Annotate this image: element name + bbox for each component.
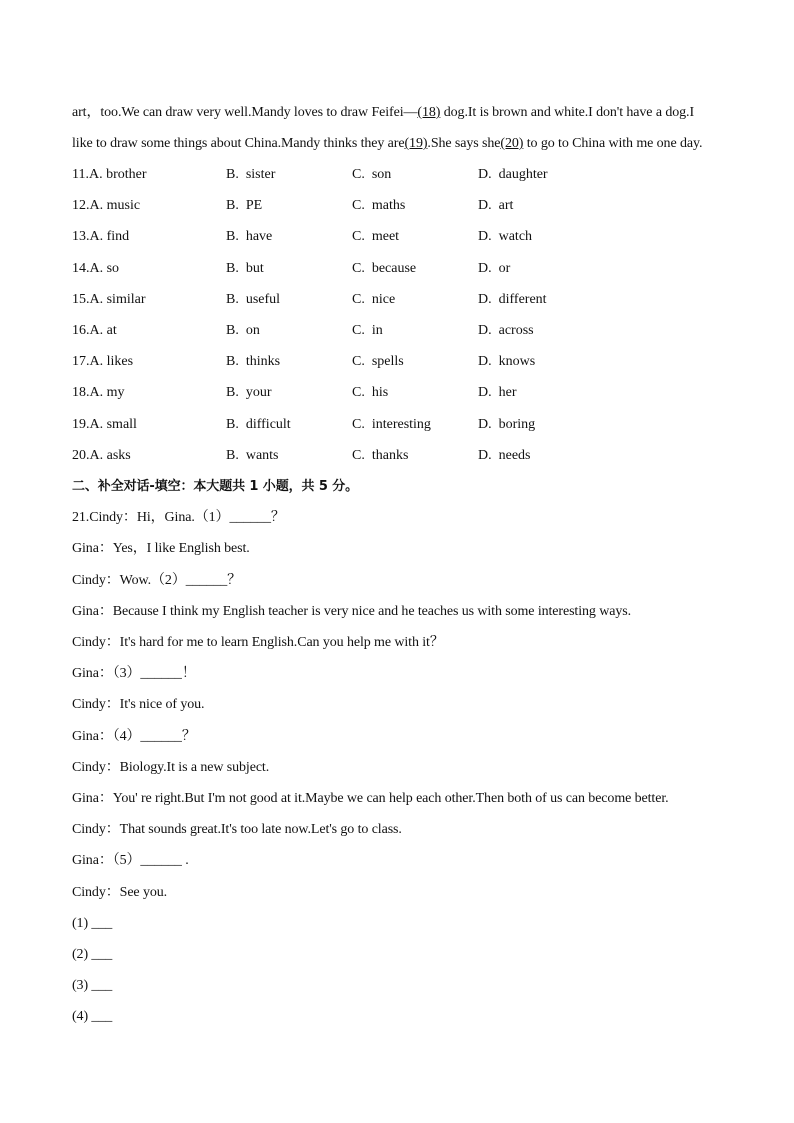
option-d: D. across <box>478 323 534 338</box>
option-b: B. but <box>226 261 264 276</box>
option-c: C. meet <box>352 229 400 244</box>
passage-text: art，too.We can draw very well.Mandy loves to draw Feifei— <box>72 105 418 120</box>
question-11 <box>72 166 732 184</box>
dialogue-line: Cindy：It's hard for me to learn English.Can you help me with it？ <box>72 635 444 650</box>
question-14 <box>72 260 732 278</box>
dialogue-line: Cindy：Biology.It is a new subject. <box>72 760 270 775</box>
option-d: D. or <box>478 261 511 276</box>
question-13 <box>72 228 732 246</box>
question-18 <box>72 384 732 402</box>
option-d: D. watch <box>478 229 533 244</box>
option-c: C. because <box>352 261 417 276</box>
passage-text: dog.It is brown and white.I don't have a dog.I <box>440 105 695 120</box>
option-a: 13.A. find <box>72 229 130 244</box>
option-d: D. her <box>478 385 517 400</box>
answer-line-1: (1) ___ <box>72 916 113 931</box>
option-c: C. son <box>352 167 392 182</box>
option-b: B. wants <box>226 448 279 463</box>
option-d: D. needs <box>478 448 531 463</box>
dialogue-line: 21.Cindy：Hi，Gina.（1）______？ <box>72 510 285 525</box>
dialogue-line: Gina：（5）______ . <box>72 853 189 868</box>
question-17 <box>72 353 732 371</box>
option-d: D. boring <box>478 417 536 432</box>
dialogue-line: Gina：You' re right.But I'm not good at it.Maybe we can help each other.Then both of us can become better. <box>72 791 669 806</box>
section-heading: 二、补全对话-填空：本大题共 1 小题，共 5 分。 <box>72 479 358 494</box>
option-a: 15.A. similar <box>72 292 146 307</box>
option-b: B. sister <box>226 167 276 182</box>
option-b: B. PE <box>226 198 263 213</box>
option-c: C. his <box>352 385 389 400</box>
option-d: D. art <box>478 198 514 213</box>
passage-line-1 <box>72 104 694 122</box>
question-19 <box>72 416 732 434</box>
answer-line-4: (4) ___ <box>72 1009 113 1024</box>
option-a: 19.A. small <box>72 417 137 432</box>
blank-18: (18) <box>417 105 441 120</box>
option-b: B. difficult <box>226 417 291 432</box>
option-c: C. spells <box>352 354 404 369</box>
option-c: C. thanks <box>352 448 409 463</box>
dialogue-line: Gina：（3）______！ <box>72 666 196 681</box>
dialogue-line: Cindy：Wow.（2）______？ <box>72 573 242 588</box>
option-c: C. in <box>352 323 383 338</box>
passage-line-2 <box>72 135 702 153</box>
passage-text: like to draw some things about China.Mandy thinks they are <box>72 136 405 151</box>
option-b: B. useful <box>226 292 281 307</box>
dialogue-line: Gina：Because I think my English teacher is very nice and he teaches us with some interesting ways. <box>72 604 631 619</box>
option-b: B. your <box>226 385 272 400</box>
option-c: C. nice <box>352 292 396 307</box>
option-a: 17.A. likes <box>72 354 134 369</box>
option-a: 11.A. brother <box>72 167 147 182</box>
question-12 <box>72 197 732 215</box>
option-a: 18.A. my <box>72 385 125 400</box>
option-a: 12.A. music <box>72 198 141 213</box>
option-a: 14.A. so <box>72 261 120 276</box>
dialogue-line: Gina：Yes，I like English best. <box>72 541 250 556</box>
passage-text: to go to China with me one day. <box>523 136 703 151</box>
option-c: C. maths <box>352 198 406 213</box>
option-c: C. interesting <box>352 417 431 432</box>
answer-line-2: (2) ___ <box>72 947 113 962</box>
option-a: 20.A. asks <box>72 448 131 463</box>
answer-line-3: (3) ___ <box>72 978 113 993</box>
passage-text: .She says she <box>427 136 501 151</box>
option-b: B. have <box>226 229 273 244</box>
dialogue-line: Cindy：That sounds great.It's too late now.Let's go to class. <box>72 822 402 837</box>
question-20 <box>72 447 732 465</box>
option-d: D. daughter <box>478 167 548 182</box>
dialogue-line: Gina：（4）______？ <box>72 729 196 744</box>
option-d: D. different <box>478 292 547 307</box>
question-15 <box>72 291 732 309</box>
blank-20: (20) <box>500 136 524 151</box>
option-d: D. knows <box>478 354 536 369</box>
option-b: B. on <box>226 323 260 338</box>
dialogue-line: Cindy：It's nice of you. <box>72 697 205 712</box>
option-b: B. thinks <box>226 354 281 369</box>
dialogue-line: Cindy：See you. <box>72 885 168 900</box>
question-16 <box>72 322 732 340</box>
blank-19: (19) <box>404 136 428 151</box>
option-a: 16.A. at <box>72 323 117 338</box>
